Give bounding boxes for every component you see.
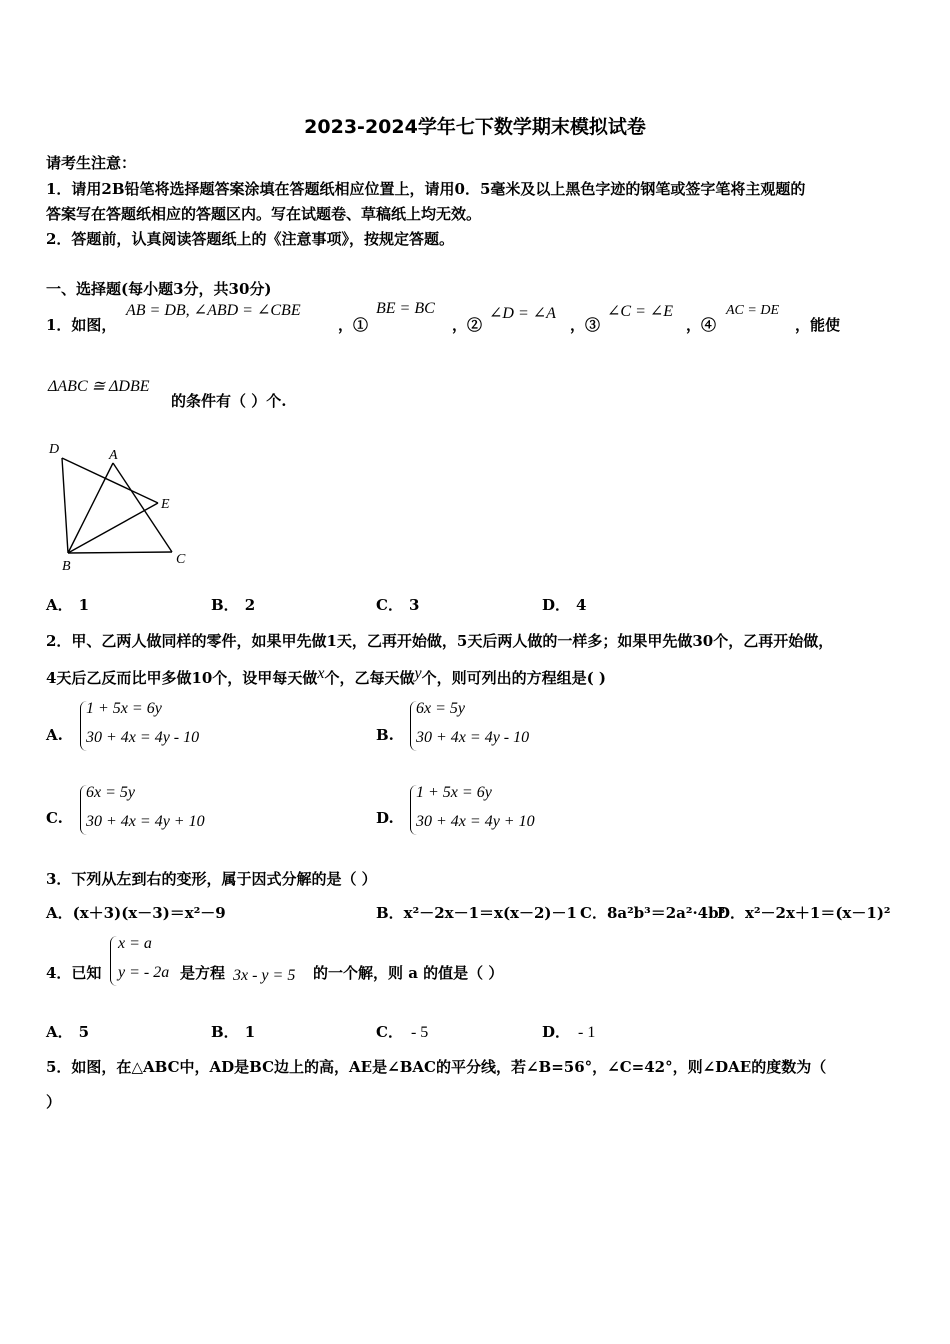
- q1-prefix: 1．如图，: [46, 316, 117, 334]
- q2-option-d-eq2: 30 + 4x = 4y + 10: [416, 813, 535, 830]
- q1-condition-2: ∠D = ∠A: [489, 305, 556, 322]
- q2-option-c-eq2: 30 + 4x = 4y + 10: [86, 813, 205, 830]
- q3-option-a[interactable]: A．(x＋3)(x－3)＝x²－9: [46, 904, 226, 922]
- q2-option-c-eq1: 6x = 5y: [86, 784, 135, 801]
- q4-system-brace: [110, 936, 117, 986]
- q1-line2: 的条件有（ ）个.: [171, 392, 287, 410]
- q1-condition-1: BE = BC: [376, 300, 435, 317]
- q2-line-1: 2．甲、乙两人做同样的零件，如果甲先做1天，乙再开始做，5天后两人做的一样多；如果甲先做30个，乙再开始做，: [46, 632, 834, 650]
- label-B: B: [62, 559, 71, 574]
- notice-line-2: 答案写在答题纸相应的答题区内。写在试题卷、草稿纸上均无效。: [46, 205, 482, 223]
- q4-mid: 是方程: [180, 964, 226, 982]
- segment-BC: [68, 552, 172, 553]
- q1-option-c[interactable]: C． 3: [376, 596, 420, 614]
- q4-option-a[interactable]: A． 5: [46, 1023, 90, 1041]
- label-D: D: [49, 442, 60, 457]
- notice-line-3: 2．答题前，认真阅读答题纸上的《注意事项》，按规定答题。: [46, 230, 454, 248]
- q4-option-b[interactable]: B． 1: [211, 1023, 256, 1041]
- q1-sep3: ，③: [570, 316, 601, 334]
- q2-option-c-key[interactable]: C.: [46, 809, 63, 827]
- segment-DB: [62, 458, 68, 553]
- q4-option-d[interactable]: D． - 1: [542, 1023, 596, 1041]
- page-title: 2023-2024学年七下数学期末模拟试卷: [304, 116, 646, 138]
- q3-option-d[interactable]: D．x²－2x＋1＝(x－1)²: [717, 904, 891, 922]
- q1-option-d[interactable]: D． 4: [542, 596, 587, 614]
- segment-DE: [62, 458, 158, 503]
- q1-sep1: ，①: [338, 316, 369, 334]
- q3-option-c[interactable]: C．8a²b³＝2a²·4b³: [580, 904, 726, 922]
- notice-line-1: 1．请用2B铅笔将选择题答案涂填在答题纸相应位置上，请用0．5毫米及以上黑色字迹的钢笔或签字笔将主观题的: [46, 180, 806, 198]
- q2-option-a-eq2: 30 + 4x = 4y - 10: [86, 729, 200, 746]
- q1-option-a[interactable]: A． 1: [46, 596, 90, 614]
- label-C: C: [176, 552, 186, 567]
- q2-option-b-eq1: 6x = 5y: [416, 700, 465, 717]
- q2-line-2: 4天后乙反而比甲多做10个，设甲每天做x个，乙每天做y个，则可列出的方程组是( ): [46, 665, 606, 687]
- q2-option-b-key[interactable]: B.: [376, 726, 394, 744]
- q1-given: AB = DB, ∠ABD = ∠CBE: [126, 302, 301, 319]
- q4-option-c[interactable]: C． - 5: [376, 1023, 429, 1041]
- q1-condition-3: ∠C = ∠E: [607, 303, 674, 320]
- q4-eq1: x = a: [118, 935, 152, 952]
- q2-option-d-key[interactable]: D.: [376, 809, 394, 827]
- q1-option-b[interactable]: B． 2: [211, 596, 256, 614]
- q4-tail: 的一个解，则 a 的值是（ ）: [313, 964, 504, 982]
- segment-BA: [68, 463, 113, 553]
- notice-heading: 请考生注意：: [46, 154, 137, 172]
- q1-tail: ，能使: [795, 316, 841, 334]
- q3-stem: 3．下列从左到右的变形，属于因式分解的是（ ）: [46, 870, 377, 888]
- q2-option-a-eq1: 1 + 5x = 6y: [86, 700, 162, 717]
- label-E: E: [161, 497, 170, 512]
- q2-option-b-eq2: 30 + 4x = 4y - 10: [416, 729, 530, 746]
- q3-option-b[interactable]: B．x²－2x－1＝x(x－2)－1: [376, 904, 577, 922]
- q2-option-d-eq1: 1 + 5x = 6y: [416, 784, 492, 801]
- q2-option-a-key[interactable]: A.: [46, 726, 63, 744]
- q4-eq2: y = - 2a: [118, 964, 170, 981]
- q1-congruence: ΔABC ≅ ΔDBE: [48, 378, 150, 395]
- q4-equation: 3x - y = 5: [233, 967, 296, 984]
- q5-line-1: 5．如图，在△ABC中，AD是BC边上的高，AE是∠BAC的平分线，若∠B=56°，∠C=42°，则∠DAE的度数为（: [46, 1058, 827, 1076]
- q1-sep2: ，②: [452, 316, 483, 334]
- q5-line-2: ）: [46, 1093, 62, 1111]
- triangle-figure: [40, 436, 200, 578]
- q4-prefix: 4．已知: [46, 964, 102, 982]
- section-heading: 一、选择题(每小题3分，共30分): [46, 280, 272, 298]
- q1-sep4: ，④: [686, 316, 717, 334]
- label-A: A: [109, 448, 118, 463]
- q1-condition-4: AC = DE: [726, 303, 779, 318]
